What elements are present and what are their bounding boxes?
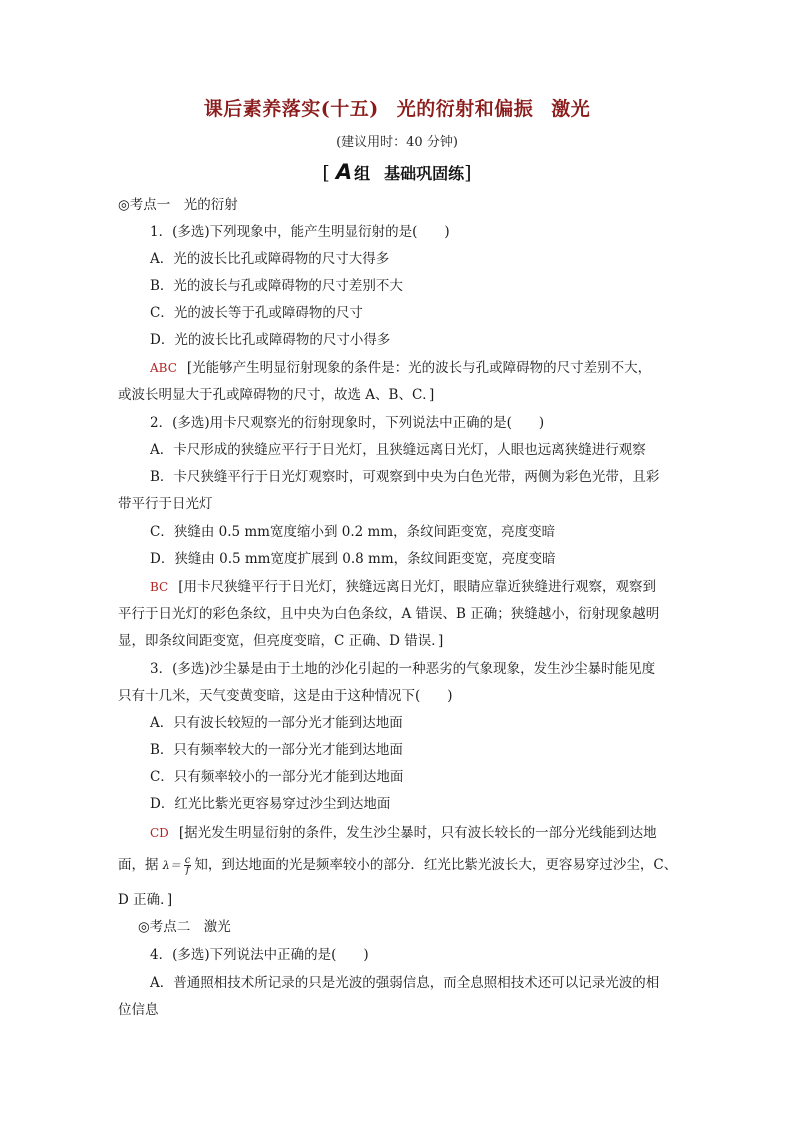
q4-stem: 4．(多选)下列说法中正确的是( )	[150, 947, 369, 963]
group-letter: A	[335, 160, 353, 184]
q3-explanation-line-2	[118, 856, 688, 875]
q2-option-a: A．卡尺形成的狭缝应平行于日光灯，且狭缝远离日光灯，人眼也远离狭缝进行观察	[150, 442, 646, 458]
section-heading-1: ◎考点一 光的衍射	[118, 197, 238, 213]
q2-option-c: C．狭缝由 0.5 mm宽度缩小到 0.2 mm，条纹间距变宽，亮度变暗	[150, 524, 556, 540]
q1-option-b: B．光的波长与孔或障碍物的尺寸差别不大	[150, 278, 403, 294]
group-banner	[0, 160, 794, 184]
group-label-b: 基础巩固练	[384, 164, 465, 183]
page-title	[0, 94, 794, 121]
group-bracket-close: ]	[464, 162, 472, 184]
q1-explanation-line-2: 或波长明显大于孔或障碍物的尺寸，故选 A、B、C．]	[118, 387, 435, 403]
group-label-a: 组	[354, 164, 371, 183]
q2-explanation-line-3: 显，即条纹间距变宽，但亮度变暗，C 正确、D 错误．]	[118, 633, 444, 649]
q3-explanation-line-3: D 正确．]	[118, 892, 173, 908]
group-bracket-open: [	[322, 162, 330, 184]
formula-fraction	[184, 856, 192, 875]
q1-stem: 1．(多选)下列现象中，能产生明显衍射的是( )	[150, 224, 450, 240]
q2-explain-text-1: [用卡尺狭缝平行于日光灯，狭缝远离日光灯，眼睛应靠近狭缝进行观察，观察到	[178, 579, 657, 595]
q2-stem: 2．(多选)用卡尺观察光的衍射现象时，下列说法中正确的是( )	[150, 415, 545, 431]
q2-answer: BC	[150, 580, 169, 594]
q1-explain-text-1: [光能够产生明显衍射现象的条件是：光的波长与孔或障碍物的尺寸差别不大，	[186, 360, 652, 376]
q3-explain-text-2a: 面，据	[118, 857, 163, 873]
section-heading-2: ◎考点二 激光	[138, 919, 231, 935]
q3-stem-line-2: 只有十几米，天气变黄变暗，这是由于这种情况下( )	[118, 688, 453, 704]
q1-option-a: A．光的波长比孔或障碍物的尺寸大得多	[150, 251, 390, 267]
formula-numerator: c	[184, 855, 191, 866]
title-part-3: 激光	[551, 98, 591, 120]
q1-option-c: C．光的波长等于孔或障碍物的尺寸	[150, 305, 363, 321]
title-part-2: 光的衍射和偏振	[396, 98, 534, 120]
q3-option-a: A．只有波长较短的一部分光才能到达地面	[150, 715, 403, 731]
q2-option-d: D．狭缝由 0.5 mm宽度扩展到 0.8 mm，条纹间距变宽，亮度变暗	[150, 551, 556, 567]
q1-option-d: D．光的波长比孔或障碍物的尺寸小得多	[150, 332, 391, 348]
q3-option-c: C．只有频率较小的一部分光才能到达地面	[150, 769, 404, 785]
q2-explanation-line-2: 平行于日光灯的彩色条纹，且中央为白色条纹，A 错误、B 正确；狭缝越小，衍射现象越明	[118, 606, 660, 622]
q3-answer: CD	[150, 826, 169, 840]
q3-option-b: B．只有频率较大的一部分光才能到达地面	[150, 742, 403, 758]
suggested-time: (建议用时：40 分钟)	[336, 135, 458, 150]
q2-option-b-line-2: 带平行于日光灯	[118, 496, 213, 512]
q3-option-d: D．红光比紫光更容易穿过沙尘到达地面	[150, 796, 391, 812]
q4-option-a-line-1: A．普通照相技术所记录的只是光波的强弱信息，而全息照相技术还可以记录光波的相	[150, 975, 660, 991]
q3-explain-text-1: [据光发生明显衍射的条件，发生沙尘暴时，只有波长较长的一部分光线能到达地	[178, 825, 657, 841]
title-part-1: 课后素养落实(十五)	[203, 98, 379, 120]
q2-option-b-line-1: B．卡尺狭缝平行于日光灯观察时，可观察到中央为白色光带，两侧为彩色光带，且彩	[150, 469, 660, 485]
q2-explanation-line-1	[150, 578, 695, 596]
formula-lambda: λ＝	[162, 859, 181, 872]
formula-denominator: f	[185, 865, 190, 876]
q1-explanation-line-1	[150, 359, 695, 377]
q1-answer: ABC	[150, 361, 177, 375]
q3-stem-line-1: 3．(多选)沙尘暴是由于土地的沙化引起的一种恶劣的气象现象，发生沙尘暴时能见度	[150, 661, 656, 677]
q3-explain-text-2b: 知，到达地面的光是频率较小的部分．红光比紫光波长大，更容易穿过沙尘，C、	[194, 857, 678, 873]
q4-option-a-line-2: 位信息	[118, 1002, 159, 1018]
q3-explanation-line-1	[150, 824, 695, 842]
